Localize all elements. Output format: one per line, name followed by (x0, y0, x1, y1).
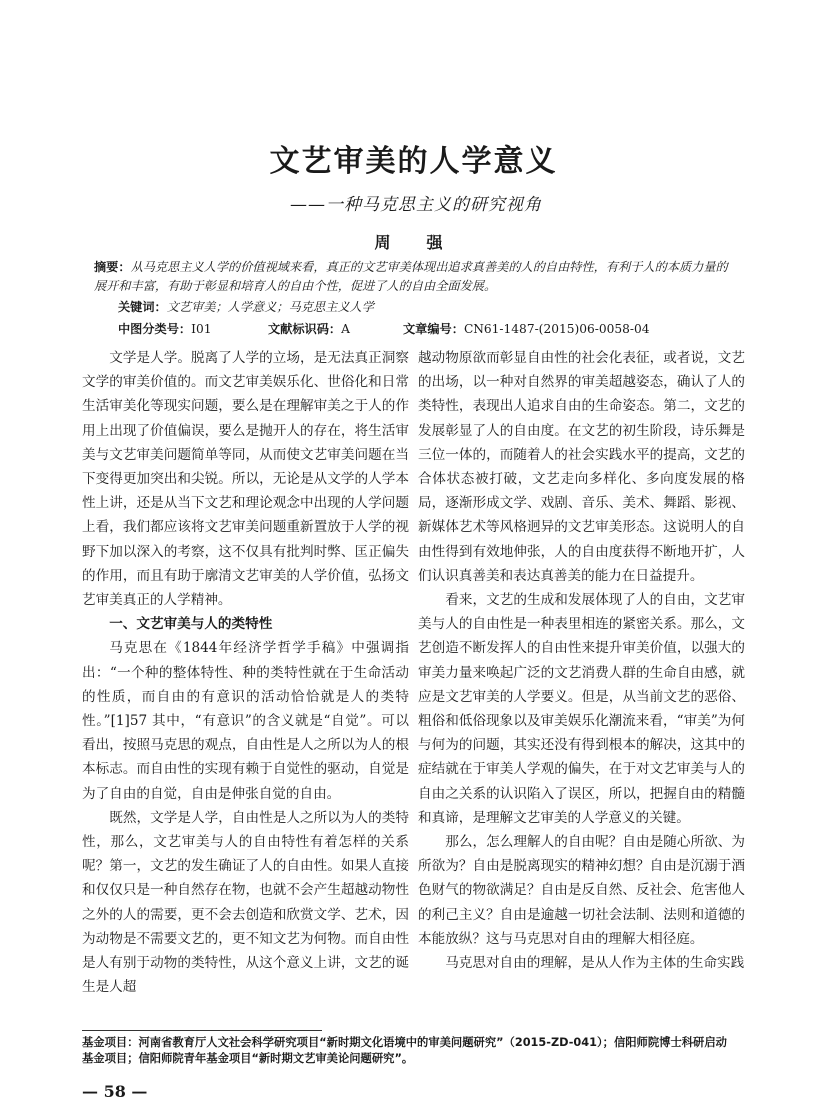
paragraph: 看来，文艺的生成和发展体现了人的自由，文艺审美与人的自由性是一种表里相连的紧密关系。那么，文艺创造不断发挥人的自由性来提升审美价值，以强大的审美力量来唤起广泛的文艺消费人群的生命自由感，就应是文艺审美的人学要义。但是，从当前文艺的恶俗、粗俗和低俗现象以及审美娱乐化潮流来看，“审美”为何与何为的问题，其实还没有得到根本的解决，这其中的症结就在于审美人学观的偏失，在于对文艺审美与人的自由之关系的认识陷入了误区，所以，把握自由的精髓和真谛，是理解文艺审美的人学意义的关键。 (418, 592, 745, 826)
paragraph: 马克思在《1844年经济学哲学手稿》中强调指出：“一个种的整体特性、种的类特性就在于生命活动的性质，而自由的有意识的活动恰恰就是人的类特性。”[1]57 其中，“有意识”的含义就是“自觉”。可以看出，按照马克思的观点，自由性是人之所以为人的根本标志。而自由性的实现有赖于自觉性的驱动，自觉是为了自由的自觉，自由是伸张自觉的自由。 (82, 640, 409, 802)
paragraph: 越动物原欲而彰显自由性的社会化表征，或者说，文艺的出场，以一种对自然界的审美超越姿态，确认了人的类特性，表现出人追求自由的生命姿态。第二，文艺的发展彰显了人的自由度。在文艺的初生阶段，诗乐舞是三位一体的，而随着人的社会实践水平的提高，文艺的合体状态被打破，文艺走向多样化、多向度发展的格局，逐渐形成文学、戏剧、音乐、美术、舞蹈、影视、新媒体艺术等风格迥异的文艺审美形态。这说明人的自由性得到有效地伸张，人的自由度获得不断地开扩，人们认识真善美和表达真善美的能力在日益提升。 (418, 350, 745, 584)
funding-footnote (82, 1035, 747, 1067)
clc-value: I01 (191, 322, 212, 336)
funding-line-1: 基金项目：河南省教育厅人文社会科学研究项目“新时期文化语境中的审美问题研究”（2015-ZD-041）；信阳师院博士科研启动 (82, 1036, 727, 1049)
art-label: 文章编号： (403, 322, 464, 336)
keywords-text: 文艺审美；人学意义；马克思主义人学 (166, 300, 374, 314)
abstract-text: 从马克思主义人学的价值视域来看，真正的文艺审美体现出追求真善美的人的自由特性，有利于人的本质力量的展开和丰富，有助于彰显和培育人的自由个性，促进了人的自由全面发展。 (94, 260, 728, 293)
paragraph: 马克思对自由的理解，是从人作为主体的生命实践 (445, 955, 745, 972)
doc-value: A (341, 322, 350, 336)
art-value: CN61-1487-(2015)06-0058-04 (463, 322, 650, 336)
paragraph: 那么，怎么理解人的自由呢？自由是随心所欲、为所欲为？自由是脱离现实的精神幻想？自由是沉溺于酒色财气的物欲满足？自由是反自然、反社会、危害他人的利己主义？自由是逾越一切社会法制、法则和道德的本能放纵？这与马克思对自由的理解大相径庭。 (418, 834, 745, 947)
funding-line-2: 基金项目；信阳师院青年基金项目“新时期文艺审美论问题研究”。 (82, 1052, 414, 1065)
document-code (268, 320, 350, 337)
section-heading: 一、文艺审美与人的类特性 (109, 616, 273, 633)
article-title: 文艺审美的人学意义 (269, 144, 558, 179)
clc-label: 中图分类号： (118, 322, 192, 336)
page-number: — 58 — (82, 1082, 148, 1101)
doc-label: 文献标识码： (268, 322, 342, 336)
left-column (82, 346, 409, 999)
paragraph: 既然，文学是人学，自由性是人之所以为人的类特性，那么，文艺审美与人的自由特性有着怎样的关系呢？第一，文艺的发生确证了人的自由性。如果人直接和仅仅只是一种自然存在物，也就不会产生超越动物性之外的人的需要，更不会去创造和欣赏文学、艺术，因为动物是不需要文艺的，更不知文艺为何物。而自由性是人有别于动物的类特性，从这个意义上讲，文艺的诞生是人超 (82, 809, 409, 996)
paragraph: 文学是人学。脱离了人学的立场，是无法真正洞察文学的审美价值的。而文艺审美娱乐化、世俗化和日常生活审美化等现实问题，要么是在理解审美之于人的作用上出现了价值偏误，要么是抛开人的存在，将生活审美与文艺审美问题简单等同，从而使文艺审美问题在当下变得更加突出和尖锐。所以，无论是从文学的人学本性上讲，还是从当下文艺和理论观念中出现的人学问题上看，我们都应该将文艺审美问题重新置放于人学的视野下加以深入的考察，这不仅具有批判时弊、匡正偏失的作用，而且有助于廓清文艺审美的人学价值，弘扬文艺审美真正的人学精神。 (82, 350, 409, 609)
footnote-divider (82, 1030, 322, 1031)
clc-number (118, 320, 211, 337)
article-subtitle: ——一种马克思主义的研究视角 (290, 195, 542, 215)
keywords-label: 关键词： (118, 300, 167, 314)
right-column (418, 346, 745, 975)
keywords (118, 298, 374, 315)
author-name: 周 强 (374, 233, 453, 252)
article-number (403, 320, 649, 337)
abstract (94, 258, 734, 296)
abstract-label: 摘要： (94, 260, 131, 274)
